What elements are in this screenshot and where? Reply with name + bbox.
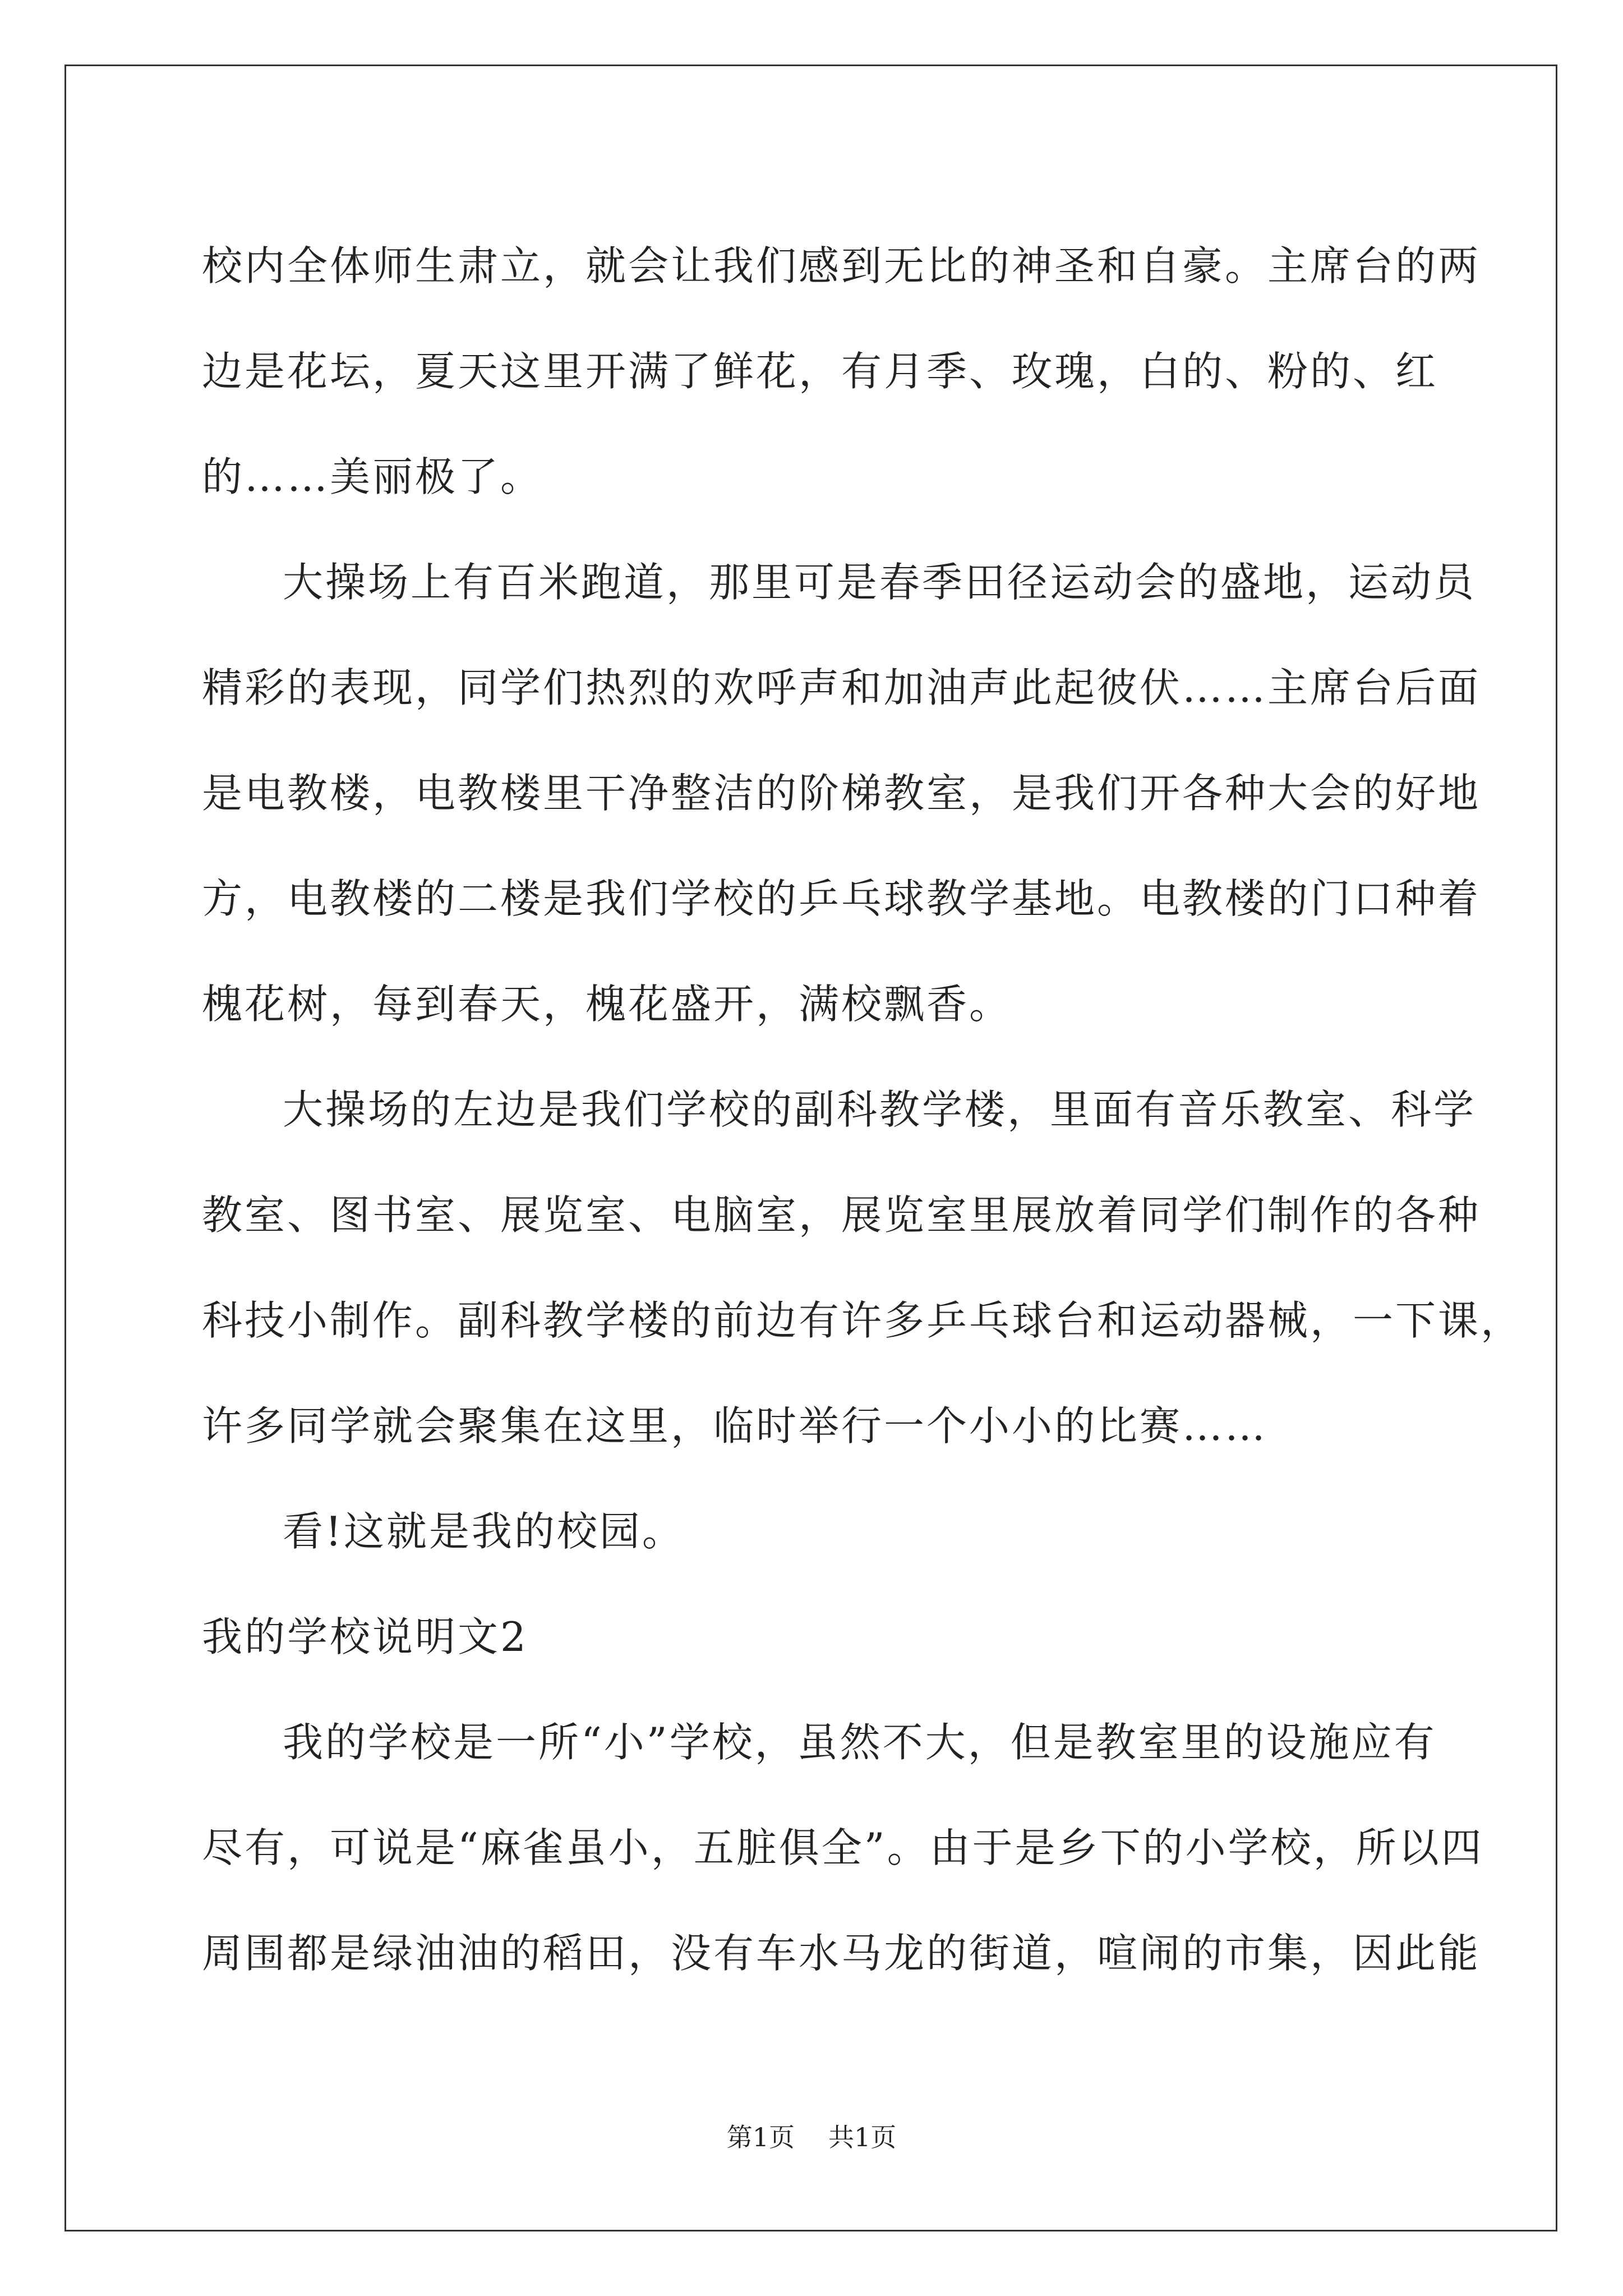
document-body [202,213,1524,2006]
page-number: 第1页 [726,2122,795,2152]
text-line: 教室、图书室、展览室、电脑室，展览室里展放着同学们制作的各种 [202,1191,1481,1239]
text-line: 方，电教楼的二楼是我们学校的乒乓球教学基地。电教楼的门口种着 [202,875,1481,922]
text-line: 精彩的表现，同学们热烈的欢呼声和加油声此起彼伏……主席台后面 [202,664,1481,711]
text-line: 尽有，可说是“麻雀虽小，五脏俱全”。由于是乡下的小学校，所以四 [202,1824,1484,1871]
text-line: 许多同学就会聚集在这里，临时举行一个小小的比赛…… [202,1402,1268,1450]
text-line: 边是花坛，夏天这里开满了鲜花，有月季、玫瑰，白的、粉的、红 [202,348,1438,395]
paragraph-first-line: 大操场上有百米跑道，那里可是春季田径运动会的盛地，运动员 [283,559,1477,606]
text-line: 周围都是绿油油的稻田，没有车水马龙的街道，喧闹的市集，因此能 [202,1930,1481,1977]
paragraph-first-line: 大操场的左边是我们学校的副科教学楼，里面有音乐教室、科学 [283,1086,1477,1133]
paragraph-first-line: 我的学校是一所“小”学校，虽然不大，但是教室里的设施应有 [283,1719,1437,1766]
text-line: 是电教楼，电教楼里干净整洁的阶梯教室，是我们开各种大会的好地 [202,770,1481,817]
section-heading: 我的学校说明文2 [202,1613,528,1660]
text-line: 槐花树，每到春天，槐花盛开，满校飘香。 [202,981,1012,1028]
page-total: 共1页 [828,2122,897,2152]
text-line: 校内全体师生肃立，就会让我们感到无比的神圣和自豪。主席台的两 [202,242,1481,289]
page-footer [0,2120,1623,2154]
text-line: 的……美丽极了。 [202,453,543,500]
text-line: 科技小制作。副科教学楼的前边有许多乒乓球台和运动器械，一下课， [202,1297,1524,1344]
paragraph-first-line: 看!这就是我的校园。 [283,1508,685,1555]
